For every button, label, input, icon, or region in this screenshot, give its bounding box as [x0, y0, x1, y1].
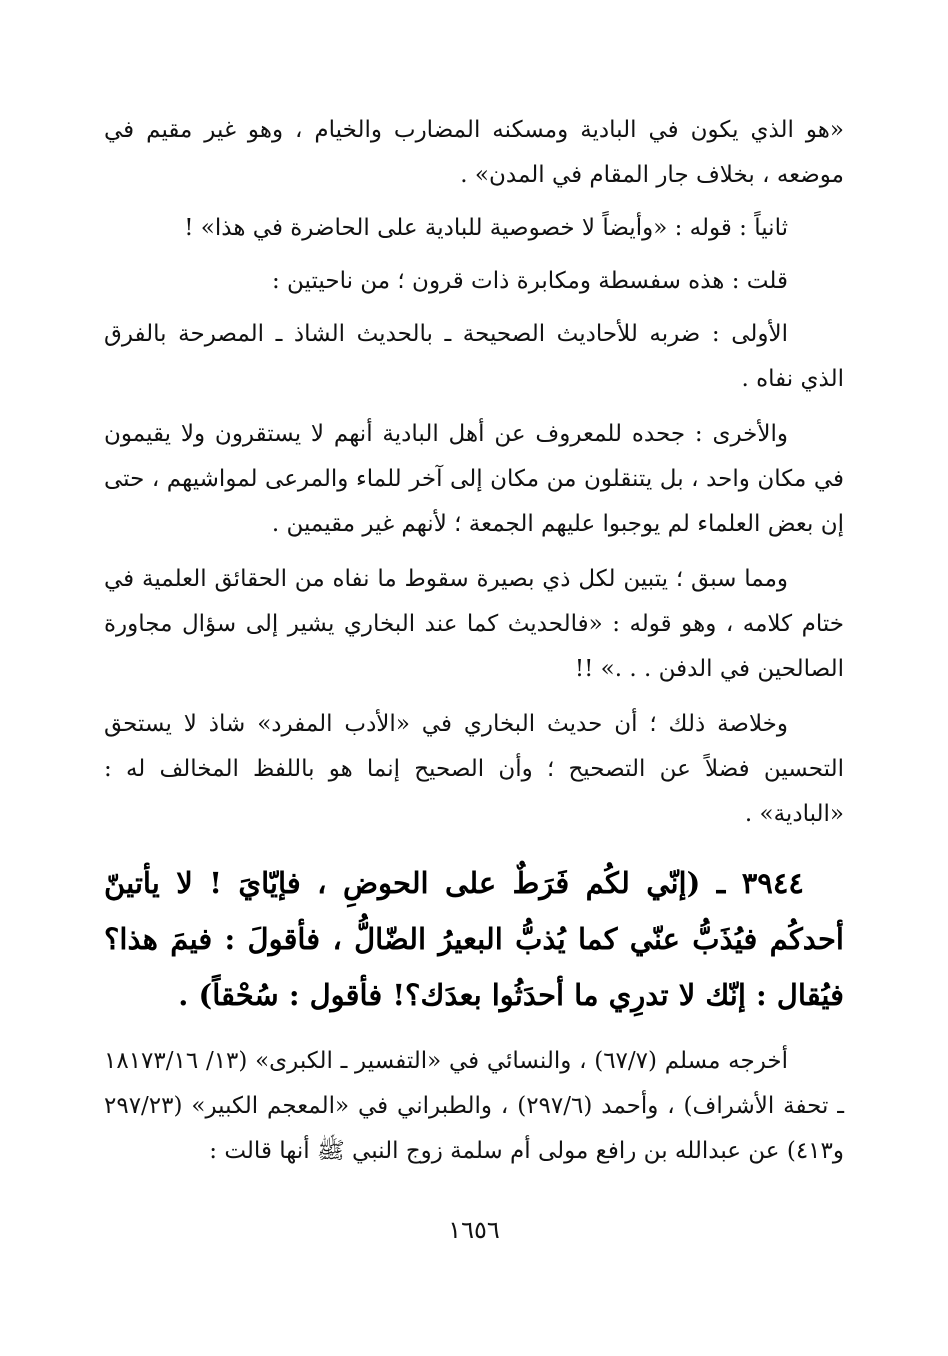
page-body: [104, 108, 844, 1174]
paragraph-first-aspect: الأولى : ضربه للأحاديث الصحيحة ـ بالحديث الشاذ ـ المصرحة بالفرق الذي نفاه .: [104, 321, 844, 392]
paragraph-secondly: ثانياً : قوله : «وأيضاً لا خصوصية للبادية على الحاضرة في هذا» !: [184, 215, 788, 241]
paragraph-second-aspect: والأخرى : جحده للمعروف عن أهل البادية أنهم لا يستقرون ولا يقيمون في مكان واحد ، بل يتنقلون من مكان إلى آخر للماء والمرعى لمواشيهم ، حتى إن بعض العلماء لم يوجبوا عليهم الجمعة ؛ لأنهم غير مقيمين .: [104, 421, 844, 537]
paragraph-quote-bedouin: «هو الذي يكون في البادية ومسكنه المضارب والخيام ، وهو غير مقيم في موضعه ، بخلاف جار المقام في المدن» .: [104, 117, 844, 188]
paragraph-from-above: ومما سبق ؛ يتبين لكل ذي بصيرة سقوط ما نفاه من الحقائق العلمية في ختام كلامه ، وهو قوله : «فالحديث كما عند البخاري يشير إلى سؤال مجاورة الصالحين في الدفن . . .» !!: [104, 566, 844, 682]
paragraph-takhrij: أخرجه مسلم (٦٧/٧) ، والنسائي في «التفسير ـ الكبرى» (١٣/ ١٨١٧٣/١٦ ـ تحفة الأشراف) ، وأحمد (٢٩٧/٦) ، والطبراني في «المعجم الكبير» (٢٩٧/٢٣ و٤١٣) عن عبدالله بن رافع مولى أم سلمة زوج النبي ﷺ أنها قالت :: [104, 1048, 844, 1164]
paragraph-summary: وخلاصة ذلك ؛ أن حديث البخاري في «الأدب المفرد» شاذ لا يستحق التحسين فضلاً عن التصحيح ؛ وأن الصحيح إنما هو باللفظ المخالف له : «البادية» .: [104, 711, 844, 827]
page-number: ١٦٥٦: [448, 1216, 500, 1244]
hadith-heading-3944: ٣٩٤٤ ـ (إنّي لكُم فَرَطٌ على الحوضِ ، فإيّايَ ! لا يأتينّ أحدكُم فيُذَبُّ عنّي كما يُذبُّ البعيرُ الضّالُّ ، فأقولَ : فيمَ هذا؟ فيُقال : إنّك لا تدرِي ما أحدَثُوا بعدَك؟! فأقول : سُحْقاً) .: [104, 866, 844, 1012]
paragraph-i-said: قلت : هذه سفسطة ومكابرة ذات قرون ؛ من ناحيتين :: [271, 268, 788, 294]
